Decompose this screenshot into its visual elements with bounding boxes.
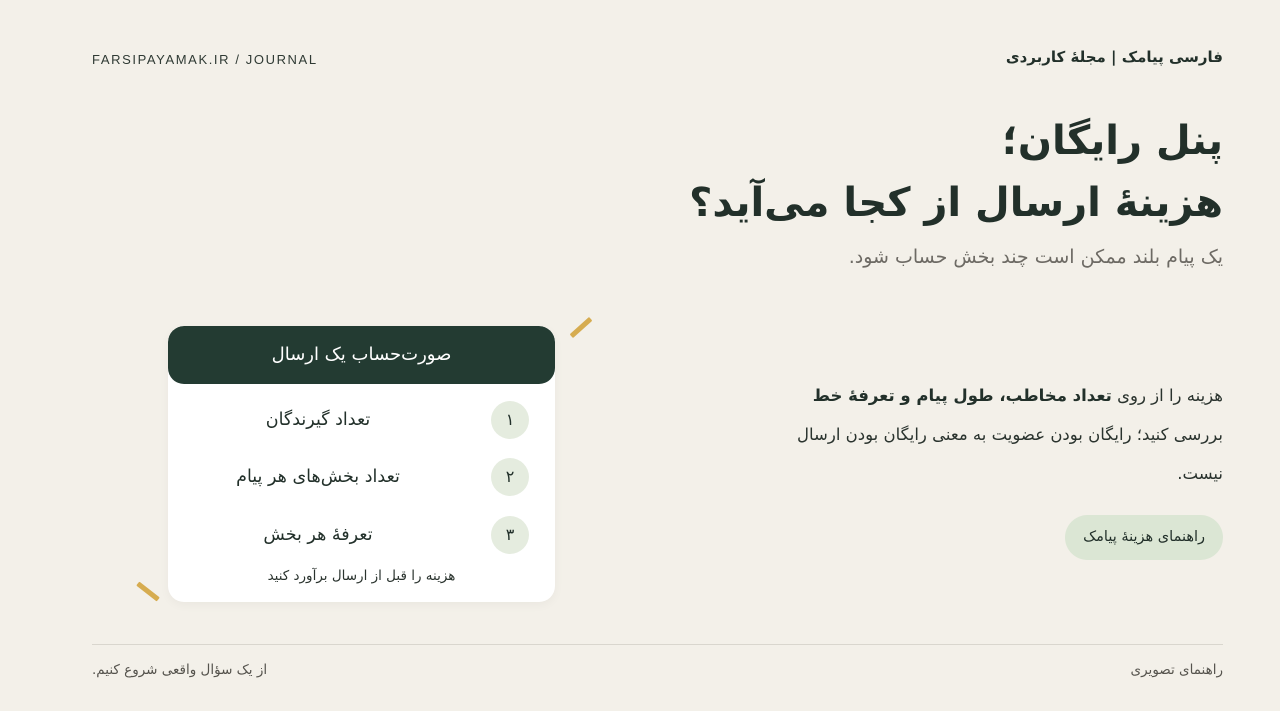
footer-divider [92, 644, 1223, 645]
site-url: FARSIPAYAMAK.IR / JOURNAL [92, 52, 318, 67]
step-number-badge: ۲ [491, 458, 529, 496]
invoice-card-footnote: هزینه را قبل از ارسال برآورد کنید [267, 568, 456, 584]
brand-title: فارسی پیامک | مجلهٔ کاربردی [1005, 48, 1223, 66]
body-text-bold: تعداد مخاطب، طول پیام و تعرفهٔ خط [812, 386, 1112, 405]
body-text-part-2: بررسی کنید؛ رایگان بودن عضویت به معنی رایگان بودن ارسال نیست. [797, 425, 1223, 483]
step-number-badge: ۱ [491, 401, 529, 439]
title-line-1: پنل رایگان؛ [1001, 118, 1223, 164]
step-number-badge: ۳ [491, 516, 529, 554]
body-text-part-1: هزینه را از روی [1111, 386, 1223, 405]
invoice-item [168, 400, 555, 440]
invoice-item-label: تعرفهٔ هر بخش [263, 525, 373, 545]
invoice-item-label: تعداد بخش‌های هر پیام [236, 467, 400, 487]
invoice-card [168, 326, 555, 602]
body-paragraph [793, 376, 1223, 493]
title-line-2: هزینهٔ ارسال از کجا می‌آید؟ [689, 180, 1223, 226]
footer-tagline: از یک سؤال واقعی شروع کنیم. [92, 662, 268, 678]
footer-label: راهنمای تصویری [1130, 662, 1223, 678]
invoice-item-label: تعداد گیرندگان [265, 410, 371, 430]
sms-cost-guide-button[interactable]: راهنمای هزینهٔ پیامک [1065, 515, 1223, 560]
invoice-card-title: صورت‌حساب یک ارسال [168, 326, 555, 384]
decorative-stroke [136, 582, 160, 602]
page-title [689, 110, 1223, 234]
invoice-item [168, 457, 555, 497]
decorative-stroke [570, 317, 593, 338]
page-subtitle: یک پیام بلند ممکن است چند بخش حساب شود. [848, 246, 1223, 268]
invoice-item [168, 515, 555, 555]
